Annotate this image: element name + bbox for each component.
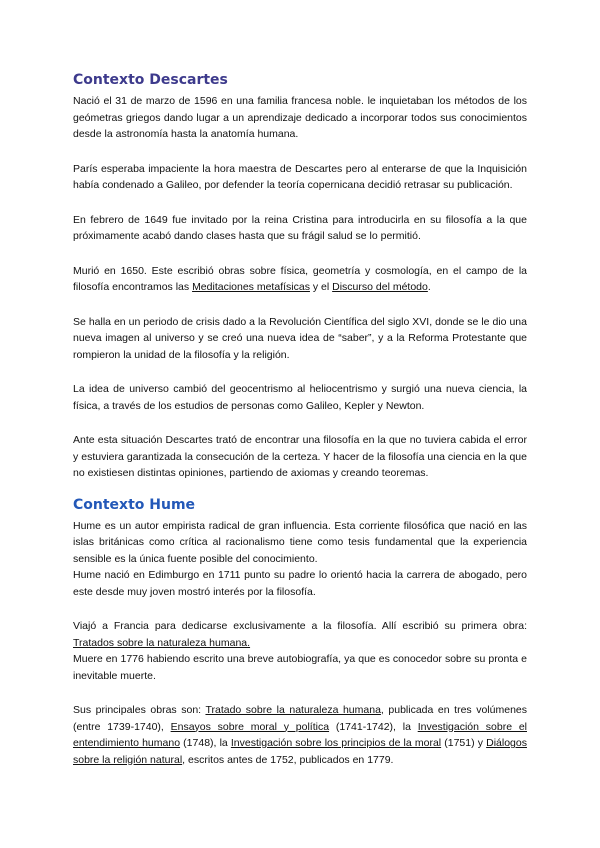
descartes-paragraph-7: Ante esta situación Descartes trató de encontrar una filosofía en la que no tuviera cabida el error y estuviera garantizada la consecución de la certeza. Y hacer de la filosofía una ciencia en la que no existiesen distintas opiniones, partiendo de axiomas y creando teoremas. [73,434,527,479]
link-investigacion-moral[interactable]: Investigación sobre los principios de la moral [230,737,442,749]
link-discurso[interactable]: Discurso del método [332,281,428,293]
section-title-hume: Contexto Hume [73,496,196,513]
hume-paragraph-5 [73,702,527,768]
link-tratado-naturaleza[interactable]: Tratado sobre la naturaleza humana [205,704,381,716]
text-span: Murió en 1650. Este escribió obras sobre física, geometría y cosmología, en el campo de la filosofía encontramos las [73,264,527,293]
text-span: Viajó a Francia para dedicarse exclusivamente a la filosofía. Allí escribió su primera obra: [73,620,527,632]
text-span: , escritos antes de 1752, publicados en 1779. [182,753,394,766]
descartes-paragraph-3: En febrero de 1649 fue invitado por la reina Cristina para introducirla en su filosofía a la que próximamente acabó dando clases hasta que su frágil salud se lo permitió. [73,213,527,242]
document-page [73,71,527,786]
descartes-paragraph-1: Nació el 31 de marzo de 1596 en una familia francesa noble. le inquietaban los métodos de los geómetras griegos dando lugar a un aprendizaje dedicado a incorporar todos sus conocimientos desde la astronomía hasta la anatomía humana. [73,95,527,140]
link-dialogos[interactable]: Diálogos sobre la religión natural [73,737,527,766]
link-investigacion-entendimiento[interactable]: Investigación sobre el entendimiento humano [73,720,527,749]
text-span: . [427,281,431,293]
hume-paragraph-1: Hume es un autor empirista radical de gran influencia. Esta corriente filosófica que nació en las islas británicas como crítica al racionalismo tiene como tesis fundamental que la experiencia sensible es la única fuente posible del conocimiento. [73,519,527,565]
text-span: (1751) y [441,737,487,749]
link-tratados[interactable]: Tratados sobre la naturaleza humana. [73,636,251,649]
link-meditaciones[interactable]: Meditaciones metafísicas [192,281,310,293]
text-span: , publicada en tres volúmenes (entre 1739-1740), [73,704,527,733]
hume-paragraph-2: Hume nació en Edimburgo en 1711 punto su padre lo orientó hacia la carrera de abogado, pero este desde muy joven mostró interés por la filosofía. [73,569,527,598]
descartes-paragraph-6: La idea de universo cambió del geocentrismo al heliocentrismo y surgió una nueva ciencia, la física, a través de los estudios de personas como Galileo, Kepler y Newton. [73,383,527,412]
descartes-paragraph-5: Se halla en un periodo de crisis dado a la Revolución Científica del siglo XVI, donde se le dio una nueva imagen al universo y se creó una nueva idea de “saber”, y a la Reforma Protestante que rompieron la unidad de la filosofía y la religión. [73,315,527,361]
text-span: (1748), la [180,737,231,749]
section-title-descartes: Contexto Descartes [73,72,228,88]
text-span: y el [309,281,333,293]
hume-paragraph-3 [73,618,527,651]
hume-paragraph-4: Muere en 1776 habiendo escrito una breve autobiografía, ya que es conocedor sobre su pronta e inevitable muerte. [73,653,527,682]
descartes-paragraph-4 [73,263,527,296]
text-span: Sus principales obras son: [73,704,206,716]
link-ensayos[interactable]: Ensayos sobre moral y política [170,720,330,733]
text-span: (1741-1742), la [329,720,418,733]
descartes-paragraph-2: París esperaba impaciente la hora maestra de Descartes pero al enterarse de que la Inquisición había condenado a Galileo, por defender la teoría copernicana decidió retrasar su publicación. [73,162,527,191]
